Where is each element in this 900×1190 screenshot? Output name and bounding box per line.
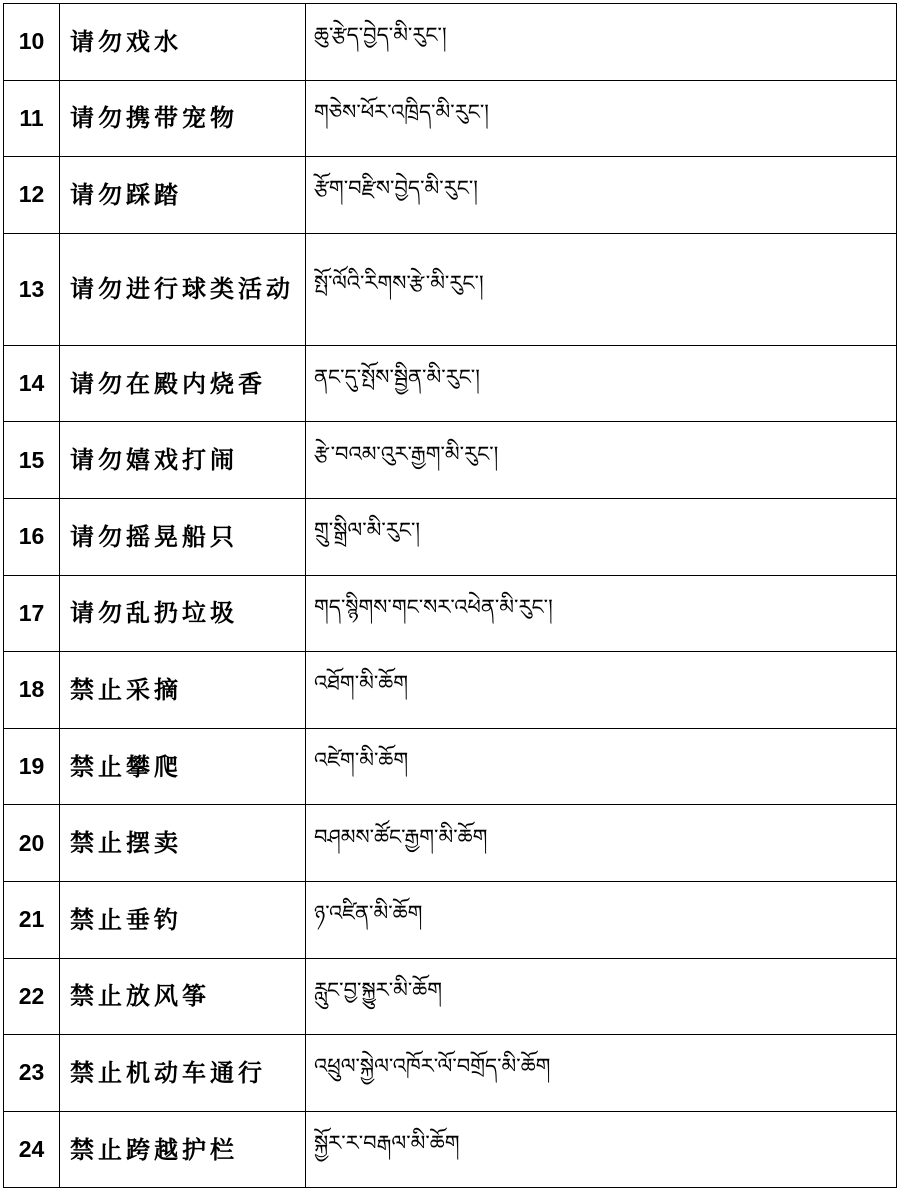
- chinese-text: 禁止放风筝: [60, 958, 306, 1035]
- table-row: [4, 498, 897, 575]
- table-row: [4, 575, 897, 652]
- tibetan-text: འཕྲུལ་སྐྱེལ་འཁོར་ལོ་བགྲོད་མི་ཆོག: [306, 1035, 897, 1112]
- tibetan-text: གད་སྙིགས་གང་སར་འཕེན་མི་རུང་།: [306, 575, 897, 652]
- chinese-text: 请勿在殿内烧香: [60, 345, 306, 422]
- tibetan-text: ནང་དུ་སྤོས་སྦྱིན་མི་རུང་།: [306, 345, 897, 422]
- row-number: 16: [4, 498, 60, 575]
- table-row: [4, 4, 897, 81]
- table-row: [4, 345, 897, 422]
- tibetan-text: གྲུ་སྒྲིལ་མི་རུང་།: [306, 498, 897, 575]
- chinese-text: 请勿嬉戏打闹: [60, 422, 306, 499]
- row-number: 19: [4, 728, 60, 805]
- row-number: 24: [4, 1111, 60, 1188]
- table-row: [4, 805, 897, 882]
- tibetan-text: སྐྱོར་ར་བརྒལ་མི་ཆོག: [306, 1111, 897, 1188]
- table-row: [4, 157, 897, 234]
- row-number: 12: [4, 157, 60, 234]
- tibetan-text: རྩོག་བརྫིས་བྱེད་མི་རུང་།: [306, 157, 897, 234]
- row-number: 22: [4, 958, 60, 1035]
- chinese-text: 禁止采摘: [60, 652, 306, 729]
- table-row: [4, 1111, 897, 1188]
- chinese-text: 请勿进行球类活动: [60, 233, 306, 345]
- tibetan-text: རླུང་བྱ་སྐྱུར་མི་ཆོག: [306, 958, 897, 1035]
- tibetan-text: བཤམས་ཚོང་རྒྱག་མི་ཆོག: [306, 805, 897, 882]
- tibetan-text: རྩེ་བའམ་འུར་རྒྱག་མི་རུང་།: [306, 422, 897, 499]
- table-row: [4, 233, 897, 345]
- table-row: [4, 422, 897, 499]
- table-row: [4, 1035, 897, 1112]
- chinese-text: 请勿携带宠物: [60, 80, 306, 157]
- table-row: [4, 652, 897, 729]
- row-number: 11: [4, 80, 60, 157]
- row-number: 15: [4, 422, 60, 499]
- row-number: 17: [4, 575, 60, 652]
- chinese-text: 禁止跨越护栏: [60, 1111, 306, 1188]
- chinese-text: 请勿乱扔垃圾: [60, 575, 306, 652]
- chinese-text: 禁止垂钓: [60, 881, 306, 958]
- row-number: 14: [4, 345, 60, 422]
- chinese-text: 请勿戏水: [60, 4, 306, 81]
- row-number: 21: [4, 881, 60, 958]
- tibetan-text: སྤོ་ལོའི་རིགས་རྩེ་མི་རུང་།: [306, 233, 897, 345]
- table-row: [4, 80, 897, 157]
- sign-translation-table: [3, 3, 897, 1188]
- chinese-text: 请勿摇晃船只: [60, 498, 306, 575]
- row-number: 18: [4, 652, 60, 729]
- row-number: 13: [4, 233, 60, 345]
- tibetan-text: འཐོག་མི་ཆོག: [306, 652, 897, 729]
- chinese-text: 禁止机动车通行: [60, 1035, 306, 1112]
- chinese-text: 请勿踩踏: [60, 157, 306, 234]
- row-number: 20: [4, 805, 60, 882]
- row-number: 10: [4, 4, 60, 81]
- tibetan-text: གཅེས་ཕོར་འཁྲིད་མི་རུང་།: [306, 80, 897, 157]
- tibetan-text: འཛེག་མི་ཆོག: [306, 728, 897, 805]
- table-row: [4, 728, 897, 805]
- table-row: [4, 958, 897, 1035]
- chinese-text: 禁止摆卖: [60, 805, 306, 882]
- chinese-text: 禁止攀爬: [60, 728, 306, 805]
- tibetan-text: ཆུ་རྩེད་བྱེད་མི་རུང་།: [306, 4, 897, 81]
- tibetan-text: ཉ་འཛིན་མི་ཆོག: [306, 881, 897, 958]
- table-row: [4, 881, 897, 958]
- row-number: 23: [4, 1035, 60, 1112]
